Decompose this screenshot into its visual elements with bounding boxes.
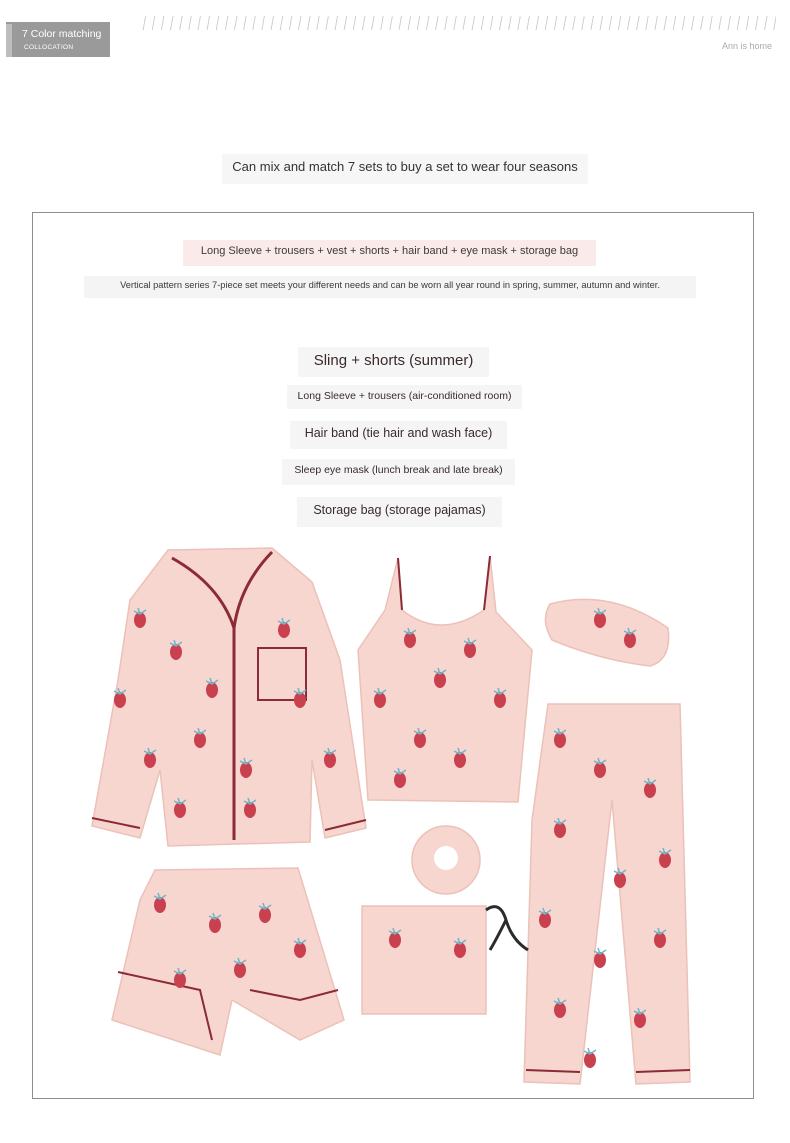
storage-bag xyxy=(362,906,528,1014)
leaf-motif xyxy=(584,1048,596,1054)
badge-title: 7 Color matching xyxy=(22,28,102,40)
set-description: Vertical pattern series 7-piece set meets your different needs and can be worn all year round in spring, summer, autumn and winter. xyxy=(84,276,696,298)
usage-item-storage-bag: Storage bag (storage pajamas) xyxy=(297,497,502,527)
shorts xyxy=(112,868,344,1055)
eye-mask xyxy=(545,599,668,666)
usage-item-eye-mask: Sleep eye mask (lunch break and late break) xyxy=(282,459,515,485)
usage-item-summer: Sling + shorts (summer) xyxy=(298,347,489,377)
hair-band xyxy=(412,826,480,894)
badge-subtitle: COLLOCATION xyxy=(24,44,74,51)
trousers xyxy=(524,704,690,1084)
usage-item-hair-band: Hair band (tie hair and wash face) xyxy=(290,421,507,449)
usage-item-air-conditioned: Long Sleeve + trousers (air-conditioned room) xyxy=(287,385,522,409)
tagline: Can mix and match 7 sets to buy a set to wear four seasons xyxy=(222,154,588,184)
long-sleeve-shirt xyxy=(92,548,366,846)
set-summary: Long Sleeve + trousers + vest + shorts + hair band + eye mask + storage bag xyxy=(183,240,596,266)
brand-name: Ann is home xyxy=(721,41,772,51)
